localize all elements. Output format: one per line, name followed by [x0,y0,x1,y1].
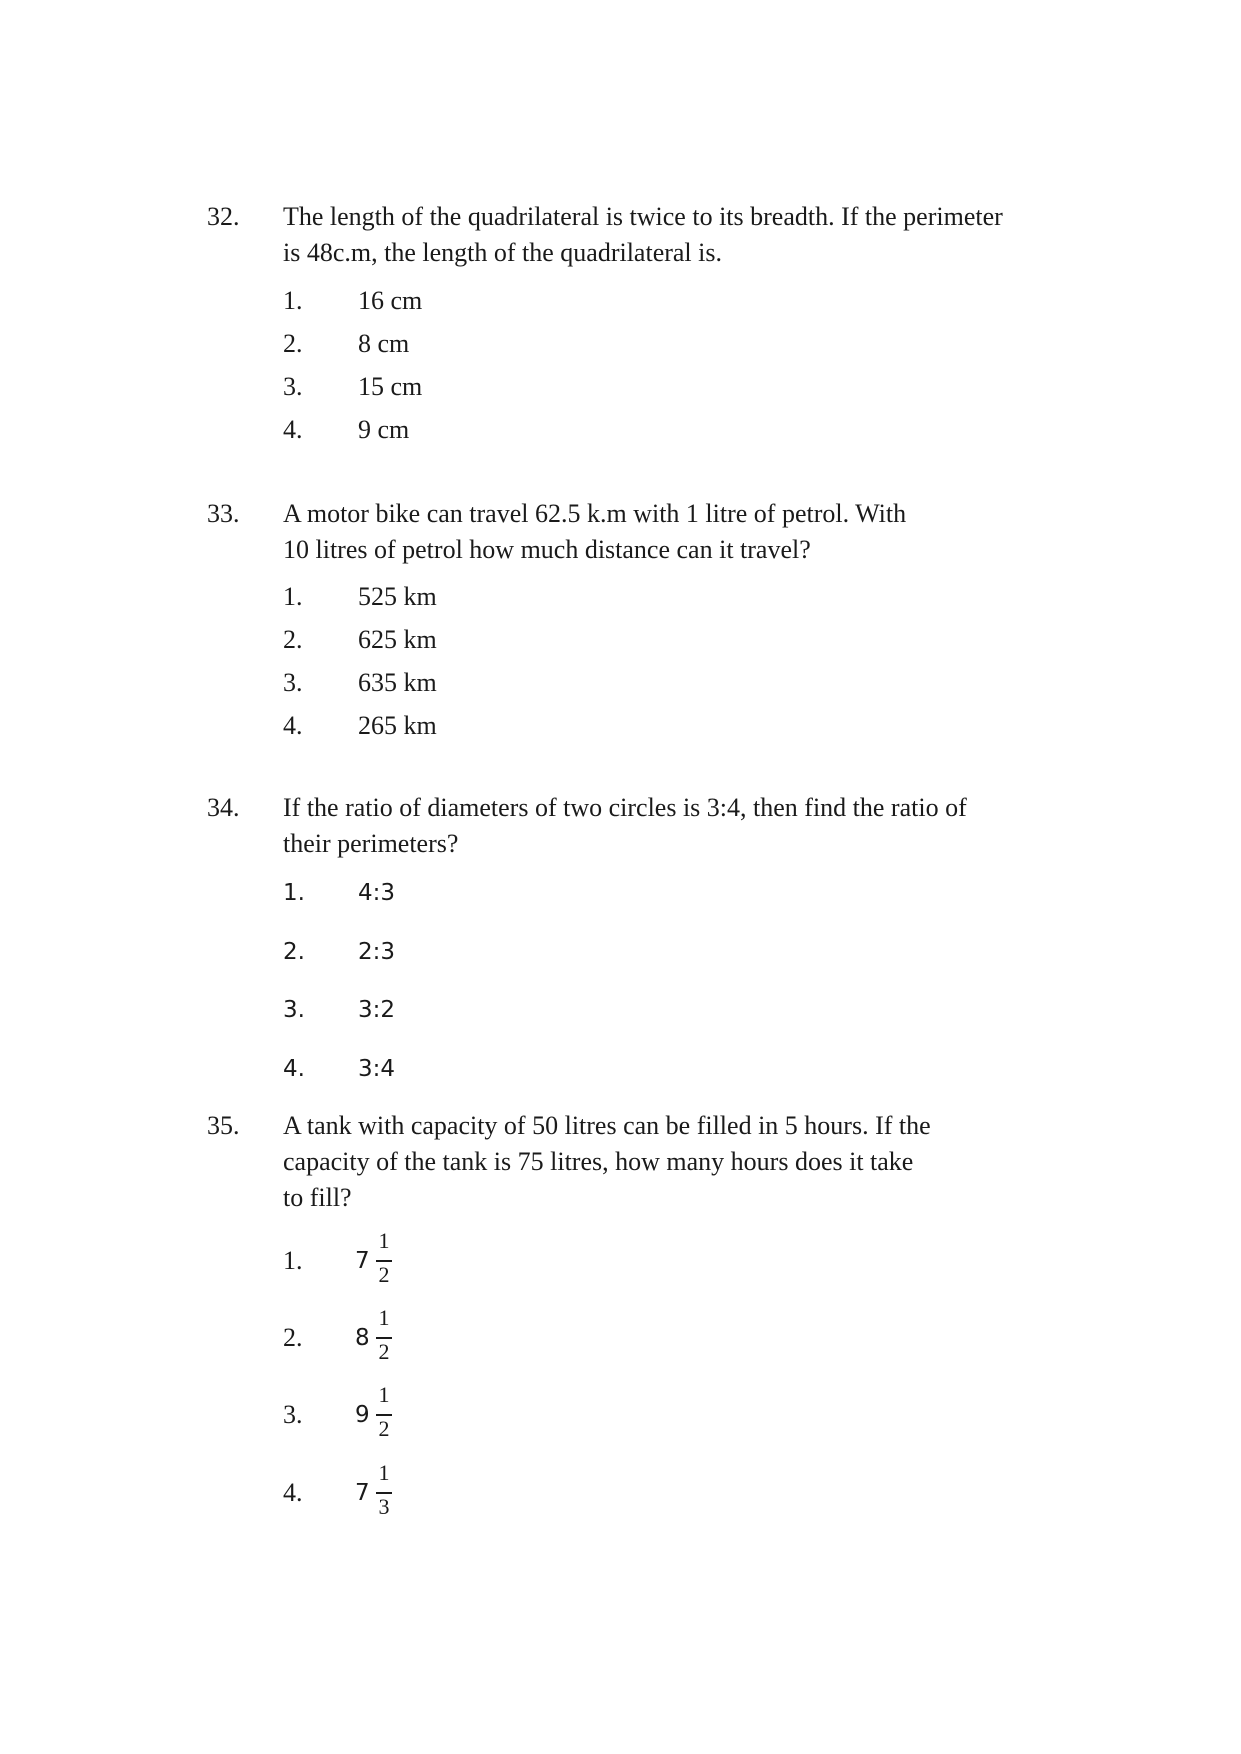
option-number: 3. [283,372,303,401]
option-value: 525 km [358,582,437,611]
fraction-whole: 7 [355,1248,370,1274]
option-number: 3. [283,1400,303,1429]
fraction-denominator: 2 [378,1262,390,1287]
fraction-numerator: 1 [378,1305,390,1330]
option-number: 1. [283,880,305,906]
fraction-denominator: 3 [378,1494,390,1519]
question-line: A tank with capacity of 50 litres can be filled in 5 hours. If the [283,1111,931,1140]
option-number: 1. [283,582,303,611]
option-number: 4. [283,415,303,444]
option-value: 635 km [358,668,437,697]
question-text [283,199,1063,271]
question-text [283,1108,1063,1216]
option-number: 1. [283,1246,303,1275]
question-line: to fill? [283,1183,352,1212]
fraction-numerator: 1 [378,1382,390,1407]
fraction-denominator: 2 [378,1339,390,1364]
option-number: 4. [283,711,303,740]
fraction-whole: 7 [355,1480,370,1506]
question-number: 32. [207,202,240,231]
option-value: 16 cm [358,286,423,315]
option-value: 2:3 [358,939,396,965]
fraction-numerator: 1 [378,1460,390,1485]
mixed-fraction [355,1302,435,1374]
option-value: 265 km [358,711,437,740]
fraction-whole: 9 [355,1402,370,1428]
option-number: 2. [283,939,305,965]
option-number: 4. [283,1056,305,1082]
question-line: The length of the quadrilateral is twice to its breadth. If the perimeter [283,202,1003,231]
question-text [283,790,1063,862]
option-value: 625 km [358,625,437,654]
question-line: A motor bike can travel 62.5 k.m with 1 litre of petrol. With [283,499,907,528]
question-line: 10 litres of petrol how much distance can it travel? [283,535,811,564]
option-value: 8 cm [358,329,410,358]
question-line: their perimeters? [283,829,459,858]
option-number: 2. [283,1323,303,1352]
question-line: If the ratio of diameters of two circles is 3:4, then find the ratio of [283,793,967,822]
option-value: 3:4 [358,1056,396,1082]
mixed-fraction [355,1457,435,1529]
option-number: 4. [283,1478,303,1507]
option-number: 2. [283,625,303,654]
fraction-denominator: 2 [378,1416,390,1441]
option-value: 15 cm [358,372,423,401]
option-value: 3:2 [358,997,396,1023]
fraction-whole: 8 [355,1325,370,1351]
option-number: 3. [283,668,303,697]
option-value: 9 cm [358,415,410,444]
question-text [283,496,1063,568]
option-number: 2. [283,329,303,358]
option-value: 4:3 [358,880,396,906]
question-line: capacity of the tank is 75 litres, how many hours does it take [283,1147,914,1176]
fraction-numerator: 1 [378,1228,390,1253]
option-number: 3. [283,997,305,1023]
question-number: 34. [207,793,240,822]
mixed-fraction [355,1225,435,1297]
question-line: is 48c.m, the length of the quadrilateral is. [283,238,722,267]
option-number: 1. [283,286,303,315]
question-number: 35. [207,1111,240,1140]
mixed-fraction [355,1379,435,1451]
question-number: 33. [207,499,240,528]
